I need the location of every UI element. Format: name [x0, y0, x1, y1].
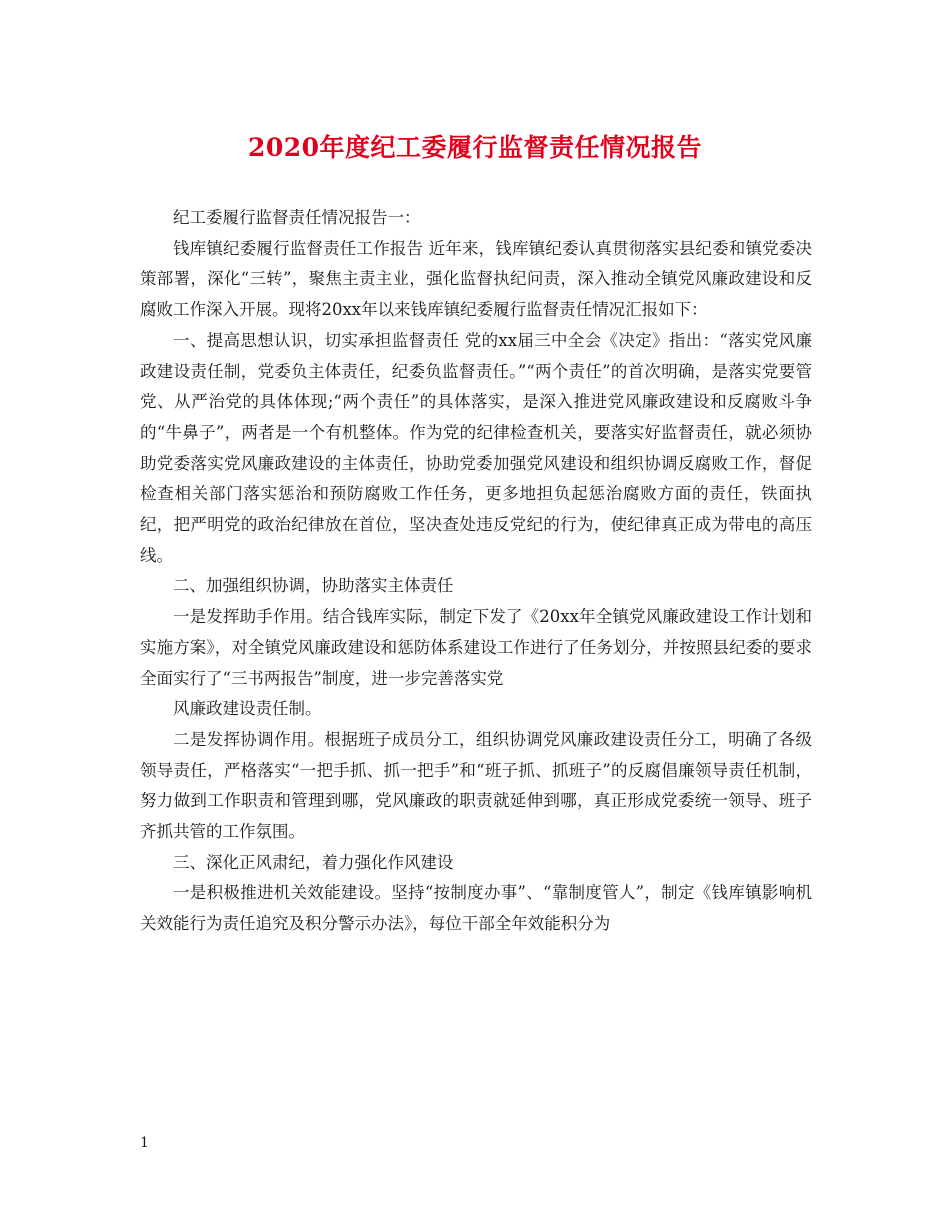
paragraph-assistant-role-continued: 风廉政建设责任制。	[173, 699, 322, 719]
paragraph-report-heading: 纪工委履行监督责任情况报告一：	[173, 208, 421, 227]
paragraph-assistant-role: 一是发挥助手作用。结合钱库实际，制定下发了《20xx年全镇党风廉政建设工作计划和实施方案》，对全镇党风廉政建设和惩防体系建设工作进行了任务划分，并按照县纪委的要求全面实行了“三书两报告”制度，进一步完善落实党	[140, 607, 812, 688]
page-number: 1	[140, 1135, 149, 1151]
paragraph-intro: 钱库镇纪委履行监督责任工作报告 近年来，钱库镇纪委认真贯彻落实县纪委和镇党委决策部署，深化“三转”，聚焦主责主业，强化监督执纪问责，深入推动全镇党风廉政建设和反腐败工作深入开展。现将20xx年以来钱库镇纪委履行监督责任情况汇报如下：	[140, 238, 812, 320]
paragraph-efficiency-building: 一是积极推进机关效能建设。坚持“按制度办事”、“靠制度管人”，制定《钱库镇影响机关效能行为责任追究及积分警示办法》，每位干部全年效能积分为	[140, 883, 812, 934]
document-title: 2020年度纪工委履行监督责任情况报告	[247, 133, 703, 162]
paragraph-section-three-heading: 三、深化正风肃纪，着力强化作风建设	[173, 852, 454, 872]
paragraph-section-two-heading: 二、加强组织协调，协助落实主体责任	[173, 576, 454, 596]
paragraph-section-one: 一、提高思想认识，切实承担监督责任 党的xx届三中全会《决定》指出：“落实党风廉政建设责任制，党委负主体责任，纪委负监督责任。”“两个责任”的首次明确，是落实党要管党、从严治党的具体体现;“两个责任”的具体落实，是深入推进党风廉政建设和反腐败斗争的“牛鼻子”，两者是一个有机整体。作为党的纪律检查机关，要落实好监督责任，就必须协助党委落实党风廉政建设的主体责任，协助党委加强党风建设和组织协调反腐败工作，督促检查相关部门落实惩治和预防腐败工作任务，更多地担负起惩治腐败方面的责任，铁面执纪，把严明党的政治纪律放在首位，坚决查处违反党纪的行为，使纪律真正成为带电的高压线。	[140, 330, 812, 565]
paragraph-coordination-role: 二是发挥协调作用。根据班子成员分工，组织协调党风廉政建设责任分工，明确了各级领导责任，严格落实“一把手抓、抓一把手”和“班子抓、抓班子”的反腐倡廉领导责任机制，努力做到工作职责和管理到哪，党风廉政的职责就延伸到哪，真正形成党委统一领导、班子齐抓共管的工作氛围。	[140, 729, 812, 842]
document-body	[140, 203, 812, 940]
